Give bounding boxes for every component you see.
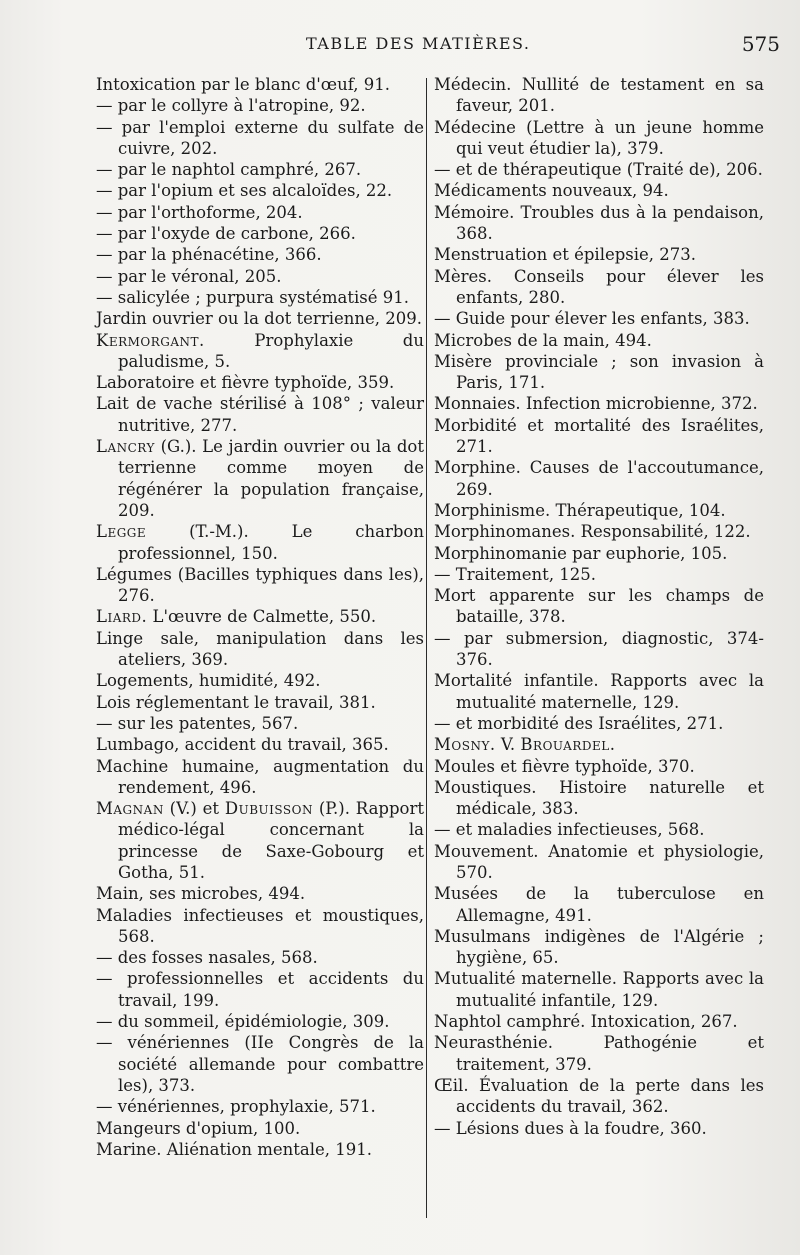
entry-text: Œil. Évaluation de la perte dans les accidents du travail, 362. (434, 1075, 764, 1117)
index-entry (96, 308, 424, 329)
author-name: Magnan (96, 799, 164, 819)
index-entry (96, 1139, 424, 1160)
entry-text: Mortalité infantile. Rapports avec la mutualité maternelle, 129. (434, 671, 764, 712)
index-entry (434, 308, 764, 329)
index-entry (96, 1096, 424, 1117)
index-entry (96, 202, 424, 223)
index-entry (434, 670, 764, 713)
index-entry (96, 287, 424, 308)
entry-text: Mangeurs d'opium, 100. (96, 1118, 301, 1138)
index-entry (96, 734, 424, 755)
column-divider (426, 78, 427, 1218)
entry-text: Musulmans indigènes de l'Algérie ; hygiène, 65. (434, 926, 764, 968)
entry-text: — par le collyre à l'atropine, 92. (96, 96, 366, 116)
index-entry (96, 1011, 424, 1032)
index-entry (96, 436, 424, 521)
index-entry (434, 734, 764, 755)
index-entry (96, 756, 424, 799)
entry-text: — par l'emploi externe du sulfate de cuivre, 202. (96, 117, 424, 158)
entry-text: — par submersion, diagnostic, 374-376. (434, 628, 764, 670)
entry-text: — et de thérapeutique (Traité de), 206. (434, 160, 763, 180)
index-column-right (434, 74, 764, 1139)
index-entry (96, 372, 424, 393)
entry-text: Intoxication par le blanc d'œuf, 91. (96, 75, 390, 94)
entry-text: (G.). Le jardin ouvrier ou la dot terrienne comme moyen de régénérer la population française, 209. (118, 437, 424, 520)
entry-text: — Guide pour élever les enfants, 383. (434, 309, 750, 329)
author-name: Lancry (96, 437, 155, 457)
index-column-left (96, 74, 424, 1160)
index-entry (434, 628, 764, 671)
index-entry (434, 244, 764, 265)
entry-text: Mutualité maternelle. Rapports avec la mutualité infantile, 129. (434, 969, 764, 1010)
index-entry (434, 819, 764, 840)
entry-text: Linge sale, manipulation dans les ateliers, 369. (96, 628, 424, 670)
entry-text: Morbidité et mortalité des Israélites, 271. (434, 415, 764, 457)
index-entry (434, 330, 764, 351)
entry-text: (T.-M.). Le charbon professionnel, 150. (118, 522, 424, 563)
entry-text: Jardin ouvrier ou la dot terrienne, 209. (96, 309, 422, 329)
index-entry (434, 713, 764, 734)
index-entry (96, 713, 424, 734)
index-entry (96, 1118, 424, 1139)
entry-text: Lois réglementant le travail, 381. (96, 692, 376, 712)
index-entry (96, 670, 424, 691)
entry-text: Marine. Aliénation mentale, 191. (96, 1139, 372, 1159)
index-entry (434, 543, 764, 564)
author-name: Dubuisson (224, 799, 313, 819)
entry-text: Morphinomanes. Responsabilité, 122. (434, 522, 751, 542)
index-entry (434, 841, 764, 884)
index-entry (434, 74, 764, 117)
entry-text: — par l'orthoforme, 204. (96, 202, 303, 222)
entry-text: Neurasthénie. Pathogénie et traitement, 379. (434, 1033, 764, 1074)
entry-text: Lumbago, accident du travail, 365. (96, 735, 389, 755)
entry-text: Musées de la tuberculose en Allemagne, 491. (434, 884, 764, 925)
entry-text: Naphtol camphré. Intoxication, 267. (434, 1012, 738, 1032)
entry-text: — Traitement, 125. (434, 564, 597, 584)
entry-text: — sur les patentes, 567. (96, 713, 299, 733)
running-title: TABLE DES MATIÈRES. (306, 34, 531, 53)
index-entry (96, 883, 424, 904)
index-entry (96, 74, 424, 95)
index-entry (96, 117, 424, 160)
entry-text: Microbes de la main, 494. (434, 330, 652, 350)
author-name: Kermorgant. (96, 330, 205, 350)
index-entry (434, 159, 764, 180)
index-entry (434, 521, 764, 542)
entry-text: Misère provinciale ; son invasion à Paris, 171. (434, 351, 764, 393)
entry-text: L'œuvre de Calmette, 550. (147, 607, 377, 627)
entry-text: Menstruation et épilepsie, 273. (434, 245, 697, 265)
index-entry (96, 798, 424, 883)
entry-text: — par le naphtol camphré, 267. (96, 160, 362, 180)
entry-text: Morphinomanie par euphorie, 105. (434, 543, 728, 563)
entry-text: — Lésions dues à la foudre, 360. (434, 1118, 707, 1138)
entry-text: — et morbidité des Israélites, 271. (434, 713, 724, 733)
index-entry (434, 777, 764, 820)
entry-text: Laboratoire et fièvre typhoïde, 359. (96, 373, 395, 393)
index-entry (96, 905, 424, 948)
entry-text: — du sommeil, épidémiologie, 309. (96, 1012, 390, 1032)
entry-text: — des fosses nasales, 568. (96, 948, 318, 968)
entry-text: — par l'opium et ses alcaloïdes, 22. (96, 181, 393, 201)
entry-text: Monnaies. Infection microbienne, 372. (434, 394, 758, 414)
index-entry (96, 947, 424, 968)
entry-text: Morphinisme. Thérapeutique, 104. (434, 500, 726, 520)
index-entry (96, 564, 424, 607)
entry-text: V. (495, 735, 521, 755)
index-entry (434, 393, 764, 414)
index-entry (96, 180, 424, 201)
entry-text: Mères. Conseils pour élever les enfants, 280. (434, 266, 764, 307)
page-number: 575 (741, 32, 780, 56)
index-entry (434, 968, 764, 1011)
entry-text: Médecin. Nullité de testament en sa faveur, 201. (434, 75, 764, 116)
author-name: Liard. (96, 607, 148, 627)
entry-text: Main, ses microbes, 494. (96, 884, 306, 904)
index-entry (434, 500, 764, 521)
index-entry (96, 692, 424, 713)
entry-text: Légumes (Bacilles typhiques dans les), 276. (96, 564, 424, 606)
entry-text: Mémoire. Troubles dus à la pendaison, 368. (434, 202, 764, 244)
index-entry (96, 628, 424, 671)
entry-text: — et maladies infectieuses, 568. (434, 820, 705, 840)
entry-text: — par la phénacétine, 366. (96, 245, 322, 265)
entry-text: — vénériennes (IIe Congrès de la société allemande pour combattre les), 373. (96, 1033, 424, 1095)
index-entry (96, 159, 424, 180)
index-entry (434, 1075, 764, 1118)
entry-text: — par l'oxyde de carbone, 266. (96, 224, 356, 244)
index-entry (96, 95, 424, 116)
author-name: Legge (96, 522, 147, 542)
index-entry (96, 330, 424, 373)
index-entry (96, 223, 424, 244)
index-entry (434, 415, 764, 458)
entry-text: Morphine. Causes de l'accoutumance, 269. (434, 458, 764, 499)
index-entry (96, 1032, 424, 1096)
author-name: Mosny. (434, 735, 496, 755)
index-entry (434, 883, 764, 926)
index-entry (96, 968, 424, 1011)
entry-text: (P.). Rapport médico-légal concernant la princesse de Saxe-Gobourg et Gotha, 51. (118, 799, 424, 882)
entry-text: Mort apparente sur les champs de bataille, 378. (434, 586, 764, 627)
entry-text: — par le véronal, 205. (96, 266, 282, 286)
entry-text: Lait de vache stérilisé à 108° ; valeur nutritive, 277. (96, 394, 424, 435)
index-entry (434, 202, 764, 245)
entry-text: Machine humaine, augmentation du rendement, 496. (96, 756, 424, 797)
index-entry (434, 180, 764, 201)
index-entry (434, 1011, 764, 1032)
index-entry (434, 1118, 764, 1139)
index-entry (434, 756, 764, 777)
author-name: Brouardel. (520, 735, 616, 755)
index-entry (434, 117, 764, 160)
index-entry (434, 457, 764, 500)
entry-text: Prophylaxie du paludisme, 5. (118, 330, 424, 371)
entry-text: Moustiques. Histoire naturelle et médicale, 383. (434, 777, 764, 819)
entry-text: — professionnelles et accidents du travail, 199. (96, 969, 424, 1010)
page-header (0, 32, 800, 64)
index-entry (96, 266, 424, 287)
index-entry (96, 521, 424, 564)
index-entry (434, 266, 764, 309)
entry-text: Médicaments nouveaux, 94. (434, 181, 669, 201)
entry-text: Logements, humidité, 492. (96, 671, 321, 691)
index-entry (434, 926, 764, 969)
entry-text: — vénériennes, prophylaxie, 571. (96, 1097, 376, 1117)
index-entry (434, 1032, 764, 1075)
index-entry (434, 585, 764, 628)
entry-text: Maladies infectieuses et moustiques, 568. (96, 905, 424, 946)
entry-text: Médecine (Lettre à un jeune homme qui veut étudier la), 379. (434, 117, 764, 158)
index-entry (96, 606, 424, 627)
entry-text: — salicylée ; purpura systématisé 91. (96, 287, 410, 307)
index-entry (96, 244, 424, 265)
entry-text: Moules et fièvre typhoïde, 370. (434, 756, 695, 776)
index-entry (96, 393, 424, 436)
index-entry (434, 351, 764, 394)
entry-text: (V.) et (163, 799, 225, 819)
index-entry (434, 564, 764, 585)
entry-text: Mouvement. Anatomie et physiologie, 570. (434, 841, 764, 882)
